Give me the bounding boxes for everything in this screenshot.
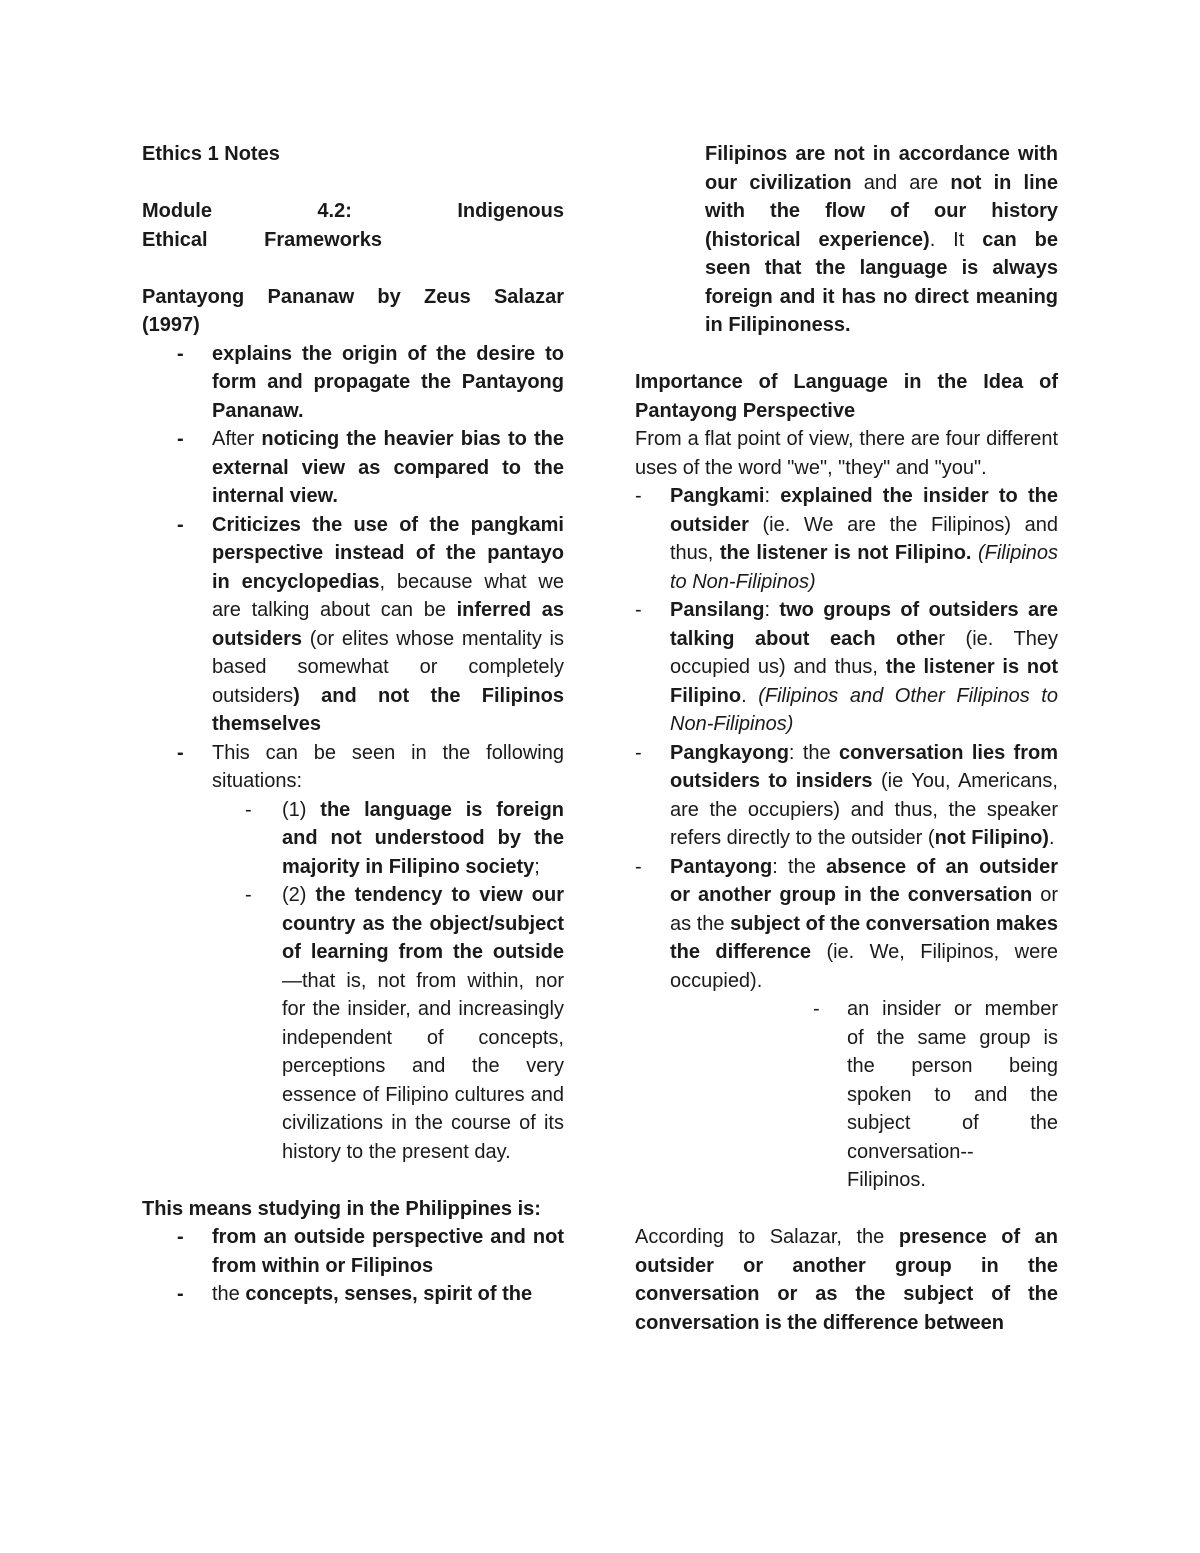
- means-bullet-list: [142, 1223, 564, 1309]
- pantayong-bullet-list: [142, 340, 564, 1167]
- situations-sub-list: [142, 796, 564, 1167]
- list-item: - explains the origin of the desire to form and propagate the Pantayong Pananaw.: [142, 340, 564, 426]
- means-heading: This means studying in the Philippines is:: [142, 1197, 541, 1220]
- pantayong-sub-list: [635, 995, 1058, 1195]
- list-item: - This can be seen in the following situations: - (1) the language is foreign and not understood by the majority in Filipino society; - (2) the tendency to view our country as the object/subject of learning from the outside—that is, not from within, nor for the insider, and increasingly independent of concepts, perceptions and the very essence of Filipino cultures and civilizations in the course of its history to the present day.: [142, 739, 564, 1167]
- continued-paragraph: Filipinos are not in accordance with our civilization and are not in line with the flow of our history (historical experience). It can be seen that the language is always foreign and it has no direct meaning in Filipinoness.: [705, 143, 1058, 336]
- list-item: - (2) the tendency to view our country as the object/subject of learning from the outside—that is, not from within, nor for the insider, and increasingly independent of concepts, perceptions and the very essence of Filipino cultures and civilizations in the course of its history to the present day.: [212, 881, 564, 1166]
- list-item: - Criticizes the use of the pangkami perspective instead of the pantayo in encyclopedias, because what we are talking about can be inferred as outsiders (or elites whose mentality is based somewhat or completely outsiders) and not the Filipinos themselves: [142, 511, 564, 739]
- list-item: - Pantayong: the absence of an outsider or another group in the conversation or as the subject of the conversation makes the difference (ie. We, Filipinos, were occupied).: [635, 853, 1058, 996]
- word-uses-list: [635, 482, 1058, 995]
- intro-paragraph: From a flat point of view, there are four different uses of the word "we", "they" and "you".: [635, 428, 1058, 479]
- section-heading-importance-of-language: Importance of Language in the Idea of Pantayong Perspective: [635, 371, 1058, 422]
- list-item: - Pansilang: two groups of outsiders are talking about each other (ie. They occupied us) and thus, the listener is not Filipino. (Filipinos and Other Filipinos to Non-Filipinos): [635, 596, 1058, 739]
- right-column: [635, 140, 1058, 1337]
- document-title: Ethics 1 Notes: [142, 143, 280, 165]
- module-heading: Module 4.2: Indigenous Ethical Frameworks: [142, 200, 564, 251]
- list-item: - After noticing the heavier bias to the external view as compared to the internal view.: [142, 425, 564, 511]
- list-item: - Pangkami: explained the insider to the outsider (ie. We are the Filipinos) and thus, the listener is not Filipino. (Filipinos to Non-Filipinos): [635, 482, 1058, 596]
- list-item: - (1) the language is foreign and not understood by the majority in Filipino society;: [212, 796, 564, 882]
- list-item: - from an outside perspective and not from within or Filipinos: [142, 1223, 564, 1280]
- list-item: - Pangkayong: the conversation lies from outsiders to insiders (ie You, Americans, are the occupiers) and thus, the speaker refers directly to the outsider (not Filipino).: [635, 739, 1058, 853]
- section-heading-pantayong-pananaw: Pantayong Pananaw by Zeus Salazar (1997): [142, 285, 564, 336]
- salazar-paragraph: According to Salazar, the presence of an outsider or another group in the conversation or as the subject of the conversation is the difference between: [635, 1226, 1058, 1334]
- list-item: - the concepts, senses, spirit of the: [142, 1280, 564, 1309]
- left-column: [142, 140, 564, 1309]
- list-item: - an insider or member of the same group is the person being spoken to and the subject of the conversation-- Filipinos.: [635, 995, 1058, 1195]
